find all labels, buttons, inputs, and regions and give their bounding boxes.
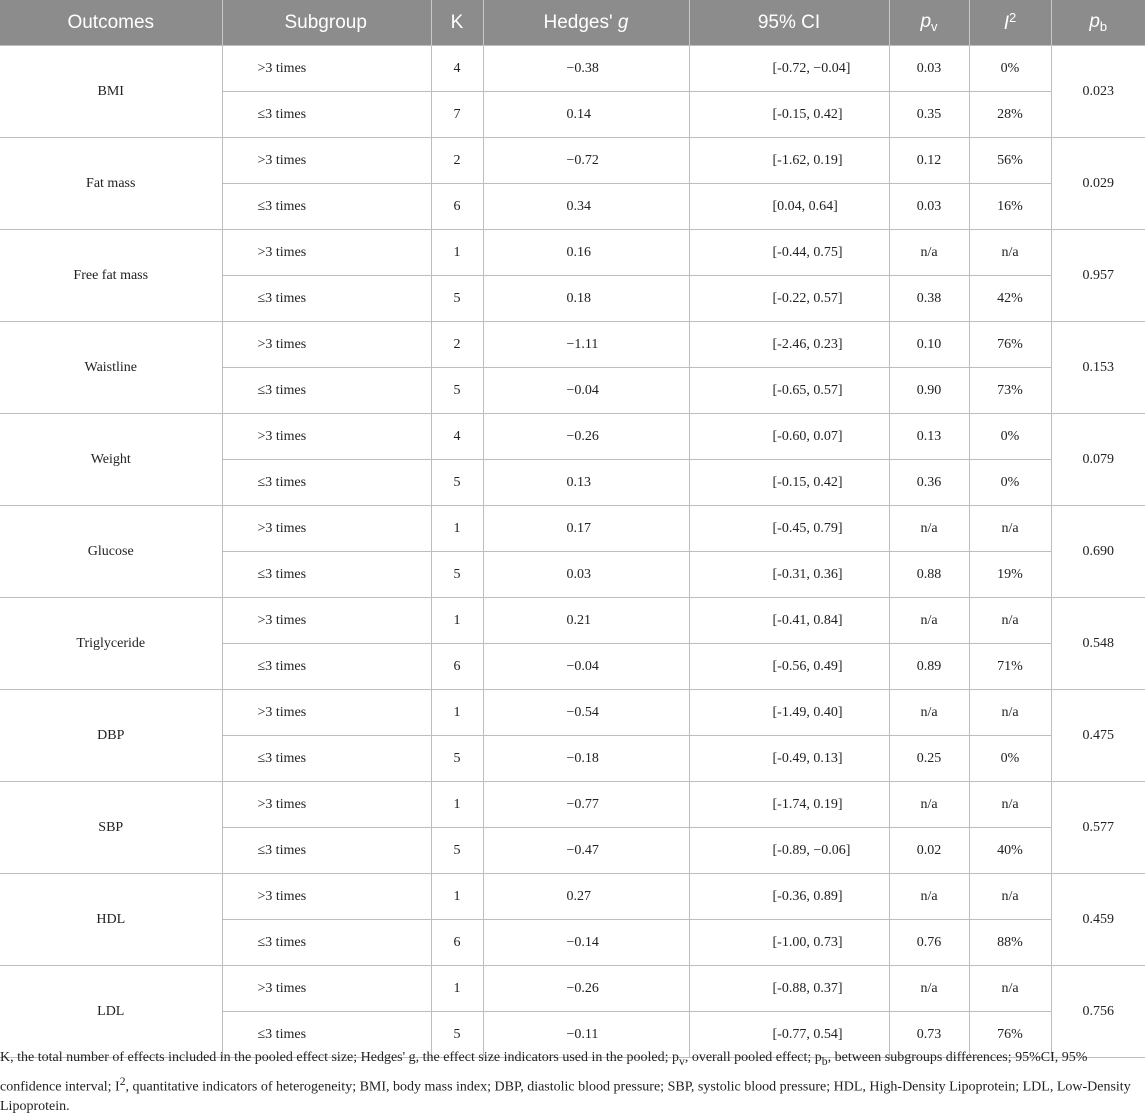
outcome-cell: LDL <box>0 966 222 1058</box>
pv-cell: 0.03 <box>889 46 969 92</box>
i2-cell: 73% <box>969 368 1051 414</box>
table-row <box>0 782 1145 828</box>
i2-cell: n/a <box>969 874 1051 920</box>
i2-cell: 71% <box>969 644 1051 690</box>
footnote-part1: K, the total number of effects included in the pooled effect size; Hedges' g, the effect size indicators used in the pooled; p <box>0 1050 679 1065</box>
header-pv <box>889 0 969 46</box>
subgroup-cell: >3 times <box>222 782 431 828</box>
hedges-g-cell: −0.18 <box>483 736 689 782</box>
pv-cell: n/a <box>889 230 969 276</box>
pb-cell: 0.577 <box>1051 782 1145 874</box>
pv-cell: 0.12 <box>889 138 969 184</box>
outcome-cell: DBP <box>0 690 222 782</box>
header-i2 <box>969 0 1051 46</box>
outcome-cell: Waistline <box>0 322 222 414</box>
footnote-part2: , overall pooled effect; p <box>684 1050 822 1065</box>
pv-cell: n/a <box>889 690 969 736</box>
k-cell: 6 <box>431 184 483 230</box>
k-cell: 4 <box>431 46 483 92</box>
hedges-g-cell: 0.16 <box>483 230 689 276</box>
i2-cell: 88% <box>969 920 1051 966</box>
i2-cell: 0% <box>969 46 1051 92</box>
pv-cell: 0.35 <box>889 92 969 138</box>
pv-cell: 0.89 <box>889 644 969 690</box>
table-row <box>0 230 1145 276</box>
table-row <box>0 322 1145 368</box>
pv-cell: 0.88 <box>889 552 969 598</box>
i2-cell: 0% <box>969 460 1051 506</box>
ci-cell: [-0.15, 0.42] <box>689 92 889 138</box>
table-row <box>0 966 1145 1012</box>
header-outcomes: Outcomes <box>0 0 222 46</box>
subgroup-cell: ≤3 times <box>222 184 431 230</box>
hedges-g-cell: −0.77 <box>483 782 689 828</box>
ci-cell: [-0.72, −0.04] <box>689 46 889 92</box>
ci-cell: [-0.65, 0.57] <box>689 368 889 414</box>
outcome-cell: Free fat mass <box>0 230 222 322</box>
i2-cell: n/a <box>969 690 1051 736</box>
pb-cell: 0.153 <box>1051 322 1145 414</box>
hedges-g-cell: −0.72 <box>483 138 689 184</box>
subgroup-cell: ≤3 times <box>222 92 431 138</box>
subgroup-cell: ≤3 times <box>222 368 431 414</box>
ci-cell: [-0.22, 0.57] <box>689 276 889 322</box>
k-cell: 5 <box>431 828 483 874</box>
hedges-g-cell: −0.04 <box>483 368 689 414</box>
hedges-g-cell: −1.11 <box>483 322 689 368</box>
pb-cell: 0.690 <box>1051 506 1145 598</box>
table-row <box>0 598 1145 644</box>
hedges-g-cell: −0.38 <box>483 46 689 92</box>
k-cell: 5 <box>431 736 483 782</box>
table-row <box>0 874 1145 920</box>
subgroup-cell: >3 times <box>222 46 431 92</box>
hedges-g-cell: 0.34 <box>483 184 689 230</box>
header-hedges-g <box>483 0 689 46</box>
subgroup-cell: >3 times <box>222 966 431 1012</box>
k-cell: 1 <box>431 874 483 920</box>
hedges-g-cell: 0.13 <box>483 460 689 506</box>
i2-cell: 76% <box>969 322 1051 368</box>
hedges-g-cell: 0.27 <box>483 874 689 920</box>
pv-cell: n/a <box>889 966 969 1012</box>
subgroup-cell: ≤3 times <box>222 828 431 874</box>
i2-cell: n/a <box>969 966 1051 1012</box>
table-row <box>0 138 1145 184</box>
outcome-cell: BMI <box>0 46 222 138</box>
i2-cell: 40% <box>969 828 1051 874</box>
table-row <box>0 414 1145 460</box>
subgroup-cell: >3 times <box>222 230 431 276</box>
footnote-part4: , quantitative indicators of heterogeneity; BMI, body mass index; DBP, diastolic blood pressure; SBP, systolic blood pressure; HDL, High-Density Lipoprotein; LDL, Low-Density Lipoprotein. <box>0 1079 1131 1115</box>
ci-cell: [-1.62, 0.19] <box>689 138 889 184</box>
pv-cell: n/a <box>889 506 969 552</box>
subgroup-cell: ≤3 times <box>222 460 431 506</box>
k-cell: 5 <box>431 460 483 506</box>
ci-cell: [-0.36, 0.89] <box>689 874 889 920</box>
hedges-g-cell: −0.47 <box>483 828 689 874</box>
ci-cell: [-0.60, 0.07] <box>689 414 889 460</box>
footnote-sub-v: v <box>678 1054 685 1068</box>
header-hedges-letter: g <box>617 11 629 33</box>
ci-cell: [-0.56, 0.49] <box>689 644 889 690</box>
ci-cell: [-0.77, 0.54] <box>689 1012 889 1058</box>
table-footnote <box>0 1048 1140 1117</box>
pv-cell: 0.38 <box>889 276 969 322</box>
i2-cell: 16% <box>969 184 1051 230</box>
pv-cell: 0.36 <box>889 460 969 506</box>
outcome-cell: Weight <box>0 414 222 506</box>
pb-cell: 0.957 <box>1051 230 1145 322</box>
i2-cell: 76% <box>969 1012 1051 1058</box>
i2-cell: 19% <box>969 552 1051 598</box>
table-body <box>0 46 1145 1058</box>
i2-cell: 28% <box>969 92 1051 138</box>
i2-cell: n/a <box>969 598 1051 644</box>
ci-cell: [-0.49, 0.13] <box>689 736 889 782</box>
k-cell: 4 <box>431 414 483 460</box>
k-cell: 6 <box>431 644 483 690</box>
ci-cell: [-2.46, 0.23] <box>689 322 889 368</box>
subgroup-cell: ≤3 times <box>222 1012 431 1058</box>
pb-cell: 0.756 <box>1051 966 1145 1058</box>
subgroup-cell: ≤3 times <box>222 736 431 782</box>
pb-cell: 0.459 <box>1051 874 1145 966</box>
ci-cell: [0.04, 0.64] <box>689 184 889 230</box>
subgroup-cell: ≤3 times <box>222 920 431 966</box>
hedges-g-cell: −0.04 <box>483 644 689 690</box>
k-cell: 1 <box>431 506 483 552</box>
outcome-cell: HDL <box>0 874 222 966</box>
hedges-g-cell: 0.03 <box>483 552 689 598</box>
k-cell: 5 <box>431 368 483 414</box>
i2-cell: 0% <box>969 414 1051 460</box>
ci-cell: [-1.74, 0.19] <box>689 782 889 828</box>
hedges-g-cell: −0.26 <box>483 414 689 460</box>
outcome-cell: Triglyceride <box>0 598 222 690</box>
subgroup-cell: ≤3 times <box>222 276 431 322</box>
pb-cell: 0.023 <box>1051 46 1145 138</box>
outcome-cell: Fat mass <box>0 138 222 230</box>
pv-cell: 0.76 <box>889 920 969 966</box>
hedges-g-cell: −0.14 <box>483 920 689 966</box>
k-cell: 1 <box>431 230 483 276</box>
i2-cell: n/a <box>969 506 1051 552</box>
header-pb-base: p <box>1089 11 1100 32</box>
header-k: K <box>431 0 483 46</box>
k-cell: 5 <box>431 1012 483 1058</box>
k-cell: 2 <box>431 322 483 368</box>
i2-cell: n/a <box>969 782 1051 828</box>
footnote-part3: , between subgroups differences; 95%CI, 95% confidence interval; I <box>0 1050 1088 1095</box>
hedges-g-cell: 0.18 <box>483 276 689 322</box>
outcome-cell: SBP <box>0 782 222 874</box>
header-subgroup: Subgroup <box>222 0 431 46</box>
header-i2-base: I <box>1003 13 1010 34</box>
hedges-g-cell: −0.11 <box>483 1012 689 1058</box>
pv-cell: 0.13 <box>889 414 969 460</box>
ci-cell: [-0.44, 0.75] <box>689 230 889 276</box>
pb-cell: 0.079 <box>1051 414 1145 506</box>
ci-cell: [-0.45, 0.79] <box>689 506 889 552</box>
outcome-cell: Glucose <box>0 506 222 598</box>
pb-cell: 0.475 <box>1051 690 1145 782</box>
pb-cell: 0.548 <box>1051 598 1145 690</box>
subgroup-cell: >3 times <box>222 690 431 736</box>
ci-cell: [-0.41, 0.84] <box>689 598 889 644</box>
subgroup-cell: >3 times <box>222 874 431 920</box>
hedges-g-cell: 0.17 <box>483 506 689 552</box>
pv-cell: 0.03 <box>889 184 969 230</box>
k-cell: 1 <box>431 782 483 828</box>
header-hedges-prefix: Hedges' <box>543 11 613 33</box>
pv-cell: n/a <box>889 598 969 644</box>
i2-cell: 56% <box>969 138 1051 184</box>
k-cell: 5 <box>431 552 483 598</box>
i2-cell: n/a <box>969 230 1051 276</box>
pv-cell: 0.02 <box>889 828 969 874</box>
k-cell: 1 <box>431 598 483 644</box>
i2-cell: 42% <box>969 276 1051 322</box>
ci-cell: [-1.49, 0.40] <box>689 690 889 736</box>
header-i2-superscript: 2 <box>1009 10 1017 25</box>
footnote-sup-2: 2 <box>119 1074 126 1088</box>
hedges-g-cell: −0.54 <box>483 690 689 736</box>
ci-cell: [-0.89, −0.06] <box>689 828 889 874</box>
footnote-sub-b: b <box>821 1054 828 1068</box>
table-row <box>0 46 1145 92</box>
header-pb <box>1051 0 1145 46</box>
hedges-g-cell: 0.21 <box>483 598 689 644</box>
header-row <box>0 0 1145 46</box>
pv-cell: 0.90 <box>889 368 969 414</box>
pv-cell: 0.25 <box>889 736 969 782</box>
header-pv-base: p <box>920 11 932 32</box>
ci-cell: [-1.00, 0.73] <box>689 920 889 966</box>
ci-cell: [-0.31, 0.36] <box>689 552 889 598</box>
i2-cell: 0% <box>969 736 1051 782</box>
hedges-g-cell: 0.14 <box>483 92 689 138</box>
k-cell: 1 <box>431 966 483 1012</box>
k-cell: 6 <box>431 920 483 966</box>
header-pb-subscript: b <box>1099 19 1108 34</box>
pv-cell: 0.73 <box>889 1012 969 1058</box>
subgroup-cell: >3 times <box>222 322 431 368</box>
ci-cell: [-0.88, 0.37] <box>689 966 889 1012</box>
pv-cell: n/a <box>889 782 969 828</box>
pv-cell: n/a <box>889 874 969 920</box>
subgroup-cell: >3 times <box>222 414 431 460</box>
pv-cell: 0.10 <box>889 322 969 368</box>
table-row <box>0 690 1145 736</box>
k-cell: 7 <box>431 92 483 138</box>
subgroup-cell: ≤3 times <box>222 644 431 690</box>
header-ci: 95% CI <box>689 0 889 46</box>
k-cell: 5 <box>431 276 483 322</box>
k-cell: 2 <box>431 138 483 184</box>
subgroup-cell: >3 times <box>222 138 431 184</box>
hedges-g-cell: −0.26 <box>483 966 689 1012</box>
header-pv-subscript: v <box>931 19 938 34</box>
pb-cell: 0.029 <box>1051 138 1145 230</box>
subgroup-cell: >3 times <box>222 506 431 552</box>
ci-cell: [-0.15, 0.42] <box>689 460 889 506</box>
subgroup-cell: >3 times <box>222 598 431 644</box>
subgroup-cell: ≤3 times <box>222 552 431 598</box>
k-cell: 1 <box>431 690 483 736</box>
table-row <box>0 506 1145 552</box>
